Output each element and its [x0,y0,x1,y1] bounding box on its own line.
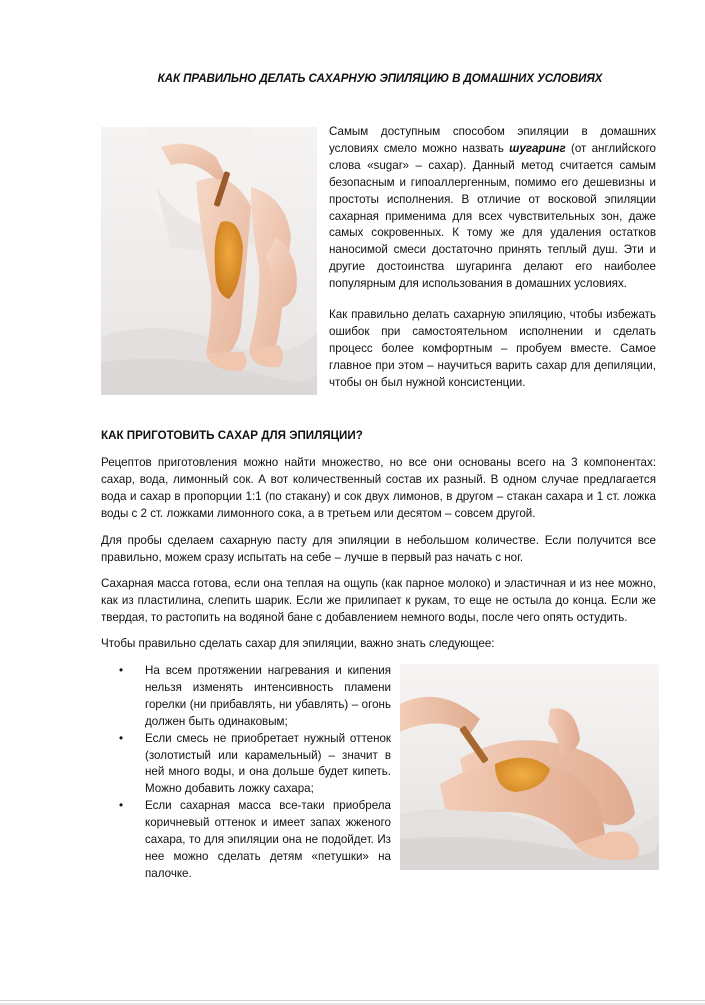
list-item-text: Если сахарная масса все-таки приобрела коричневый оттенок и имеет запах жженого сахара, то для эпиляции она не подойдет. Из нее можно сделать детям «петушки» на палочке. [145,799,391,880]
bullet-icon: • [119,799,124,813]
intro-paragraph-2: Как правильно делать сахарную эпиляцию, чтобы избежать ошибок при самостоятельном исполнении и сделать процесс более комфортным – пробуем вместе. Самое главное при этом – научиться варить сахар для депиляции, чтобы он был нужной консистенции. [329,308,656,389]
list-item [119,663,391,731]
intro-paragraph-1 [329,124,656,293]
list-item-text: На всем протяжении нагревания и кипения нельзя изменять интенсивность пламени горелки (ни прибавлять, ни убавлять) – огонь должен быть одинаковым; [145,664,391,728]
sugaring-photo-bottom [400,664,659,870]
shugaring-term: шугаринг [509,141,566,155]
sugaring-photo-top [101,127,317,395]
page-divider [0,1000,705,1001]
bullet-icon: • [119,664,124,677]
readiness-paragraph: Сахарная масса готова, если она теплая на ощупь (как парное молоко) и эластичная и из нее можно, как из пластилина, слепить шарик. Если же прилипает к рукам, то еще не остыла до конца. Если же твердая, то растопить на водяной бане с добавлением немного воды, после чего опять остудить. [101,577,656,624]
intro-text-a: Самым доступным способом эпиляции в домашних условиях смело можно назвать [329,125,656,155]
section-heading: КАК ПРИГОТОВИТЬ САХАР ДЛЯ ЭПИЛЯЦИИ? [101,429,363,442]
bullet-icon: • [119,731,124,745]
page-title: КАК ПРАВИЛЬНО ДЕЛАТЬ САХАРНУЮ ЭПИЛЯЦИЮ В ДОМАШНИХ УСЛОВИЯХ [157,72,603,85]
list-item [119,731,391,799]
list-item [119,798,391,883]
intro-text-b: (от английского слова «sugar» – сахар). Данный метод считается самым безопасным и гипоаллергенным, помимо его дешевизны и простоты исполнения. В отличие от восковой эпиляции сахарная применима для всех чувствительных зон, даже самых сокровенных. К тому же для удаления остатков наносимой смеси достаточно принять теплый душ. Эти и другие достоинства шугаринга делают его наиболее популярным для использования в домашних условиях. [329,141,657,291]
test-paragraph: Для пробы сделаем сахарную пасту для эпиляции в небольшом количестве. Если получится все правильно, можем сразу испытать на себе – лучше в первый раз начать с ног. [101,534,656,564]
tips-intro-paragraph: Чтобы правильно сделать сахар для эпиляции, важно знать следующее: [101,637,495,650]
list-item-text: Если смесь не приобретает нужный оттенок (золотистый или карамельный) – значит в ней много воды, и она дольше будет кипеть. Можно добавить ложку сахара; [145,731,391,796]
tips-list [119,663,391,883]
recipe-paragraph: Рецептов приготовления можно найти множество, но все они основаны всего на 3 компонентах: сахар, вода, лимонный сок. А вот количественный состав их разный. В одном случае предлагается вода и сахар в пропорции 1:1 (по стакану) и сок двух лимонов, в другом – стакан сахара и 1 ст. ложка воды с 2 ст. ложками лимонного сока, а в третьем или десятом – совсем другой. [101,456,656,520]
